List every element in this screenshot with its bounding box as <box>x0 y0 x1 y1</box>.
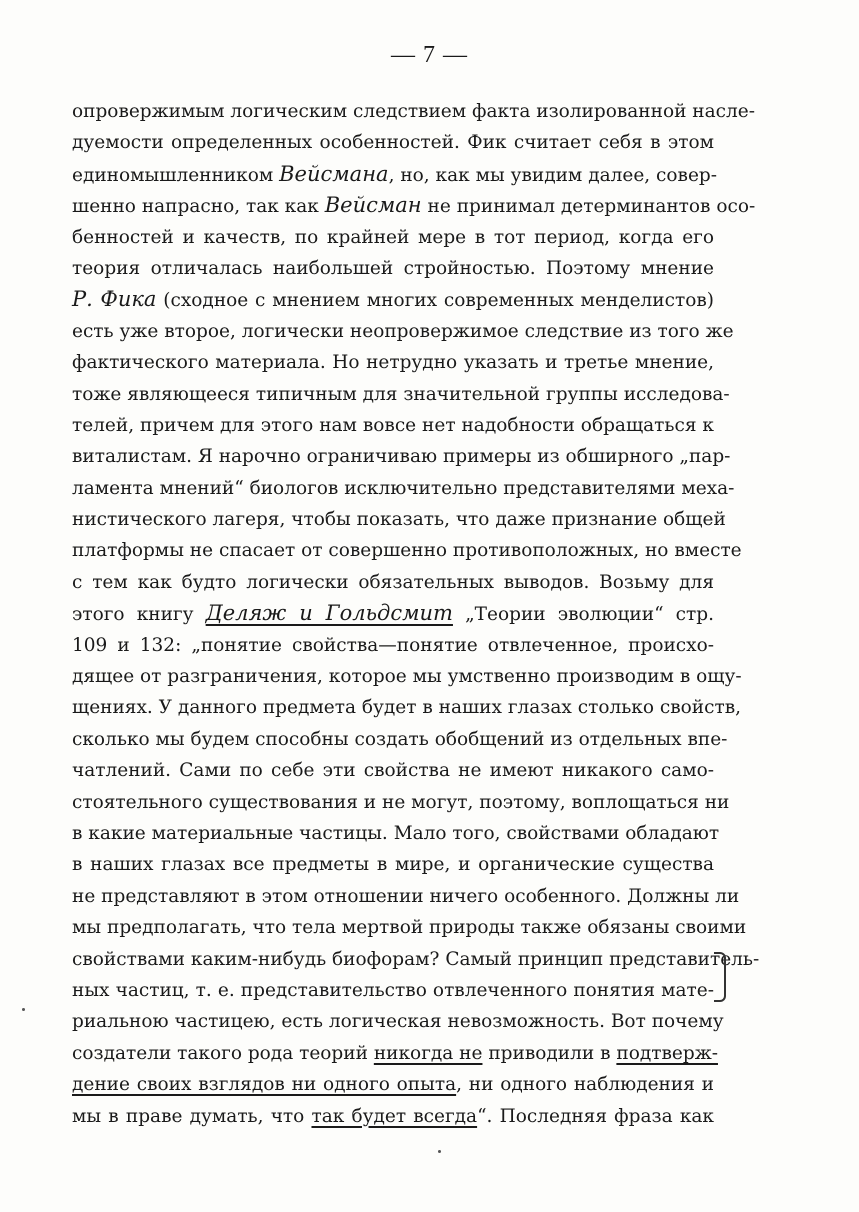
text-line: мы в праве думать, что так будет всегда“. Последняя фраза как <box>72 1105 714 1127</box>
text-line: ных частиц, т. е. представительство отвлеченного понятия мате- <box>72 979 714 1001</box>
text-line: телей, причем для этого нам вовсе нет надобности обращаться к <box>72 414 714 436</box>
text-line: тоже являющееся типичным для значительной группы исследова- <box>72 383 730 405</box>
text-line: Р. Фика (сходное с мнением многих современных менделистов) <box>72 287 715 312</box>
text-line: нистического лагеря, чтобы показать, что даже признание общей <box>72 509 726 531</box>
text-line: бенностей и качеств, по крайней мере в тот период, когда его <box>72 226 714 248</box>
text-line: шенно напрасно, так как Вейсман не принимал детерминантов осо- <box>72 193 756 218</box>
page-number: — 7 — <box>391 42 468 68</box>
text-line: сколько мы будем способны создать обобщений из отдельных впе- <box>72 728 728 750</box>
stray-dot <box>438 1150 441 1153</box>
stray-dot <box>22 1008 25 1011</box>
underlined-phrase: дение своих взглядов ни одного опыта <box>72 1074 457 1096</box>
underlined-phrase: никогда не <box>373 1042 483 1064</box>
name-weismann: Вейсман <box>324 193 422 218</box>
name-delage-goldsmith: Деляж и Гольдсмит <box>205 601 453 626</box>
margin-bracket-mark <box>714 952 726 1002</box>
text-line: есть уже второе, логически неопровержимое следствие из того же <box>72 320 734 342</box>
text-line: фактического материала. Но нетрудно указать и третье мнение, <box>72 352 714 374</box>
text-line: дуемости определенных особенностей. Фик считает себя в этом <box>72 132 714 154</box>
text-line: щениях. У данного предмета будет в наших глазах столько свойств, <box>72 697 742 719</box>
text-line: 109 и 132: „понятие свойства—понятие отвлеченное, происхо- <box>72 634 714 656</box>
text-line: опровержимым логическим следствием факта изолированной насле- <box>72 101 755 122</box>
text-line: ламента мнений“ биологов исключительно представителями меха- <box>72 477 735 499</box>
text-line: чатлений. Сами по себе эти свойства не имеют никакого само- <box>72 760 714 782</box>
text-line: с тем как будто логически обязательных выводов. Возьму для <box>72 571 714 593</box>
text-line: дящее от разграничения, которое мы умственно производим в ощу- <box>72 666 742 688</box>
text-line: единомышленником Вейсмана, но, как мы увидим далее, совер- <box>72 161 717 186</box>
text-line: в какие материальные частицы. Мало того, свойствами обладают <box>72 822 720 844</box>
text-line: свойствами каким-нибудь биофорам? Самый принцип представитель- <box>72 948 760 970</box>
underlined-phrase: подтверж- <box>616 1042 718 1064</box>
text-line: дение своих взглядов ни одного опыта, ни одного наблюдения и <box>72 1074 715 1096</box>
text-line: в наших глазах все предметы в мире, и органические существа <box>72 854 714 876</box>
text-line: не представляют в этом отношении ничего особенного. Должны ли <box>72 885 740 907</box>
name-weismann: Вейсмана <box>279 161 389 186</box>
text-line: платформы не спасает от совершенно противоположных, но вместе <box>72 540 742 562</box>
text-line: виталистам. Я нарочно ограничиваю примеры из обширного „пар- <box>72 446 731 468</box>
text-line: риальною частицею, есть логическая невозможность. Вот почему <box>72 1011 724 1033</box>
text-line: мы предполагать, что тела мертвой природы также обязаны своими <box>72 917 747 939</box>
text-line: стоятельного существования и не могут, поэтому, воплощаться ни <box>72 791 730 813</box>
text-line: теория отличалась наибольшей стройностью. Поэтому мнение <box>72 257 714 279</box>
text-line: этого книгу Деляж и Гольдсмит „Теории эволюции“ стр. <box>72 601 714 626</box>
text-line: создатели такого рода теорий никогда не приводили в подтверж- <box>72 1042 718 1064</box>
name-fick: Р. Фика <box>72 287 157 312</box>
underlined-phrase: так будет всегда <box>311 1105 478 1127</box>
body-text <box>72 96 760 1132</box>
